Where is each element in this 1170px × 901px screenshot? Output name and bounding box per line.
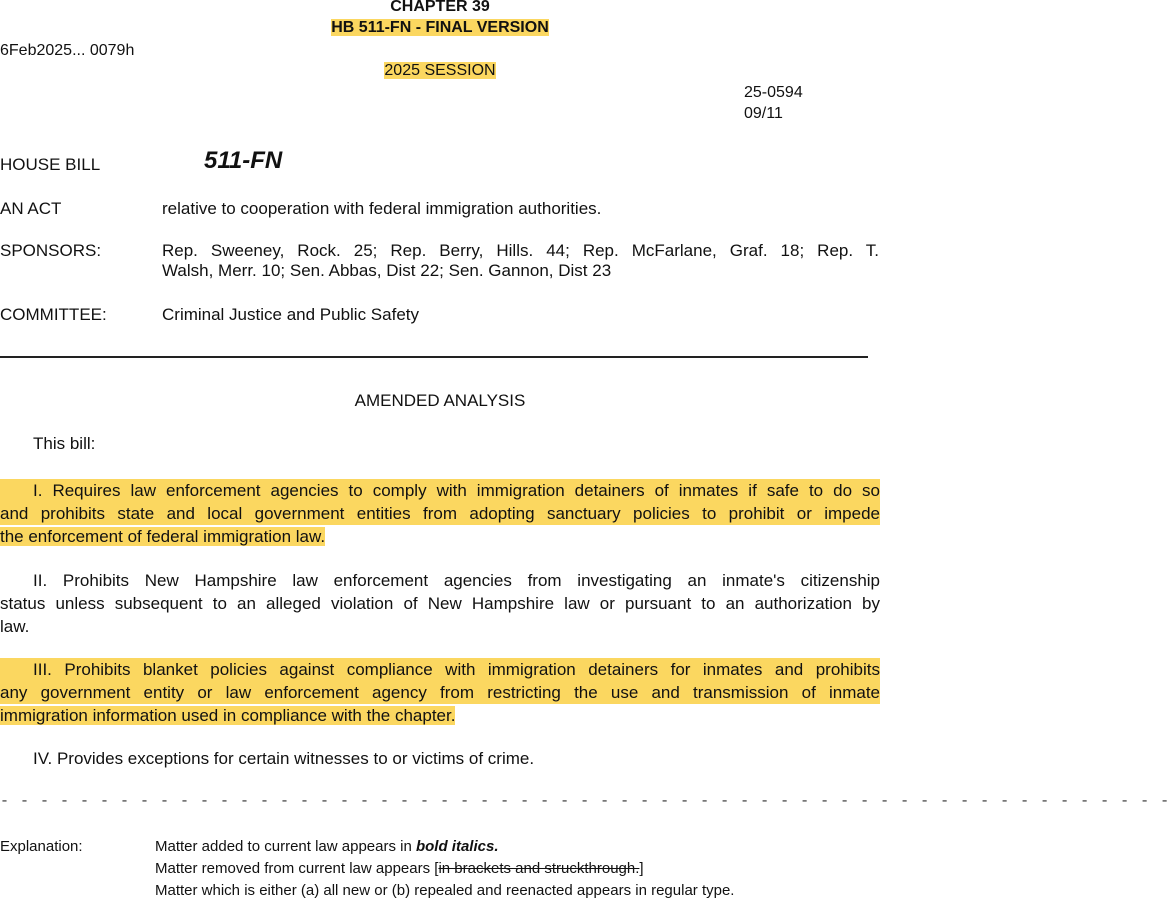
explanation-label: Explanation: [0, 838, 83, 855]
analysis-line: status unless subsequent to an alleged violation of New Hampshire law or pursuant to an authorization by [0, 594, 880, 613]
committee-text: Criminal Justice and Public Safety [162, 305, 420, 324]
analysis-line: the enforcement of federal immigration law. [0, 527, 326, 546]
house-bill-number: 511-FN [204, 147, 283, 174]
lsr-number: 25-0594 [744, 84, 803, 101]
analysis-line: any government entity or law enforcement agency from restricting the use and transmission of inmate [0, 683, 880, 702]
act-text: relative to cooperation with federal immigration authorities. [162, 199, 602, 218]
house-bill-label: HOUSE BILL [0, 155, 101, 174]
sponsors-text [162, 241, 879, 281]
analysis-line: and prohibits state and local government entities from adopting sanctuary policies to prohibit or impede [0, 504, 880, 523]
analysis-line: II. Prohibits New Hampshire law enforcement agencies from investigating an inmate's citizenship [33, 571, 880, 590]
explanation-line-3: Matter which is either (a) all new or (b) repealed and reenacted appears in regular type. [155, 882, 735, 899]
chapter-heading: CHAPTER 39 [390, 0, 490, 15]
analysis-line: immigration information used in compliance with the chapter. [0, 706, 456, 725]
struckthrough-example: in brackets and struckthrough. [438, 860, 640, 877]
lsr-code: 09/11 [744, 105, 783, 122]
analysis-item-4: IV. Provides exceptions for certain witnesses to or victims of crime. [33, 749, 535, 768]
analysis-line: I. Requires law enforcement agencies to comply with immigration detainers of inmates if safe to do so [0, 479, 880, 502]
analysis-line: law. [0, 617, 30, 636]
sponsors-label: SPONSORS: [0, 241, 102, 260]
bill-version-heading: HB 511-FN - FINAL VERSION [331, 19, 549, 36]
explanation-line-1: Matter added to current law appears in bold italics. [155, 838, 499, 855]
session-heading: 2025 SESSION [384, 62, 496, 79]
analysis-line: III. Prohibits blanket policies against compliance with immigration detainers for inmates and prohibits [0, 658, 880, 681]
committee-label: COMMITTEE: [0, 305, 107, 324]
bold-italics-example: bold italics. [415, 838, 499, 855]
analysis-intro: This bill: [33, 434, 96, 453]
dashed-divider: - - - - - - - - - - - - - - - - - - - - - - - - - - - - - - - - - - - - - - - - - - - - - - - - - - - - - - - - - - - [0, 793, 1170, 810]
sponsors-line: Rep. Sweeney, Rock. 25; Rep. Berry, Hills. 44; Rep. McFarlane, Graf. 18; Rep. T. [162, 241, 879, 260]
explanation-line-2: Matter removed from current law appears [in brackets and struckthrough.] [155, 860, 644, 877]
analysis-item-1 [0, 479, 880, 548]
act-label: AN ACT [0, 199, 62, 218]
section-divider [0, 356, 868, 358]
analysis-title: AMENDED ANALYSIS [354, 391, 526, 410]
analysis-item-2 [0, 569, 880, 638]
file-reference: 6Feb2025... 0079h [0, 42, 135, 59]
sponsors-line: Walsh, Merr. 10; Sen. Abbas, Dist 22; Sen. Gannon, Dist 23 [162, 261, 612, 280]
analysis-item-3 [0, 658, 880, 727]
